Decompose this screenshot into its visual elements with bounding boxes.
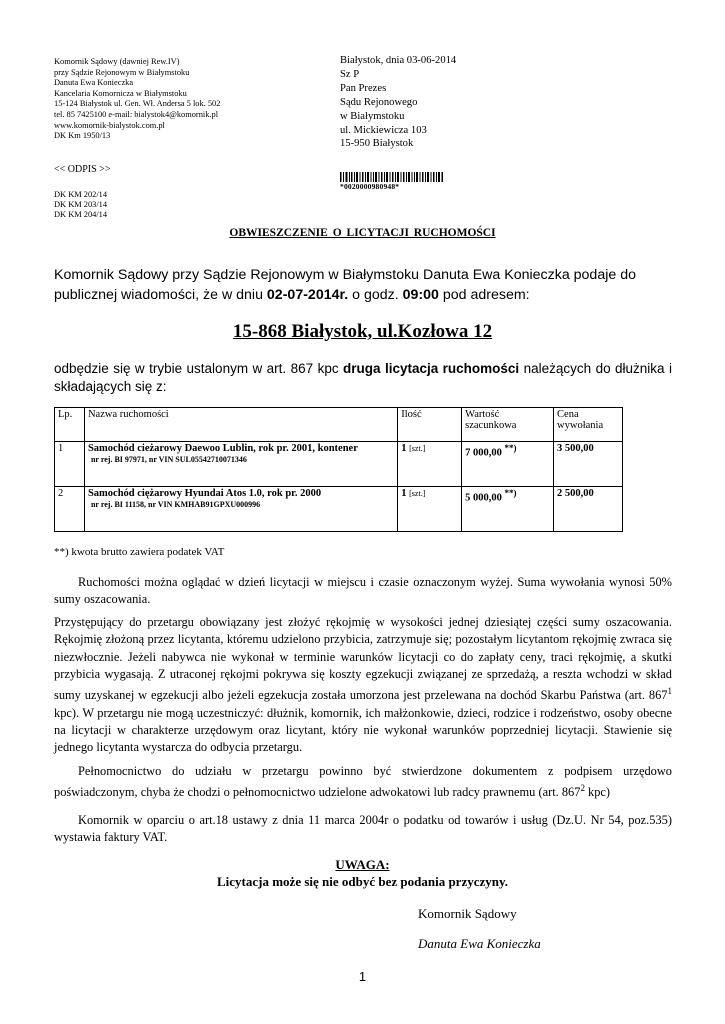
cell-qty [398,487,462,532]
recipient-line: Sz P [340,68,360,80]
copy-marker: << ODPIS >> [54,164,111,175]
cell-price [554,487,623,532]
paragraph-text: Pełnomocnictwo do udziału w przetargu powinno być stwierdzone dokumentem z podpisem urzędowo poświadczonym, chyba że chodzi o pełnomocnictwo udzielone adwokatowi lub radcy prawnemu (art. 867 [54,764,672,800]
superscript: 2 [580,783,585,794]
header-value-line: Wartość [465,409,500,420]
document-title: OBWIESZCZENIE O LICYTACJI RUCHOMOŚCI [229,227,496,239]
case-ref: DK KM 204/14 [54,210,108,220]
sender-block [54,57,220,142]
vat-invoice-paragraph: Komornik w oparciu o art.18 ustawy z dnia 11 marca 2004r o podatku od towarów i usług (Dz.U. Nr 54, poz.535) wystawia faktury VAT. [54,813,672,845]
header-price-line: wywołania [557,420,604,431]
vat-mark: **) [504,488,517,498]
intro-text: o godz. [348,286,403,303]
case-references [54,190,107,221]
item-registration: nr rej. BI 97971, nr VIN SUL05542710071346 [90,455,247,464]
intro-text: Komornik Sądowy przy Sądzie Rejonowym w Białymstoku Danuta Ewa Konieczka podaje do publicznej wiadomości, że w dniu [54,267,636,303]
superscript: 1 [667,686,672,697]
cell-lp: 2 [55,487,85,532]
item-price: 2 500,00 [557,488,594,499]
auction-address: 15-868 Białystok, ul.Kozłowa 12 [232,321,493,342]
item-value: 7 000,00 [465,447,502,459]
auction-mode-paragraph [54,360,672,395]
item-price: 3 500,00 [557,443,594,454]
case-ref: DK KM 202/14 [54,190,108,199]
case-ref: DK KM 203/14 [54,200,108,210]
signature-name: Danuta Ewa Konieczka [418,936,541,951]
paragraph-text: Przystępujący do przetargu obowiązany jest złożyć rękojmię w wysokości jednej dziesiątej części sumy oszacowania. Rękojmię złożoną przez licytanta, któremu udzielono przybicia, zatrzymuje się; pozostałym licytantom rękojmię zwraca się niezwłocznie. Jeżeli nabywca nie wykonał w terminie warunków licytacji co do zapłaty ceny, traci rękojmię, a skutki przybicia wygasają. Z utraconej rękojmi pokrywa się koszty egzekucji związanej ze sprzedażą, a reszta wchodzi w skład sumy uzyskanej w egzekucji albo jeżeli egzekucja została umorzona jest przelewana na dochód Skarbu Państwa (art. 867 [54,615,672,703]
cell-name [84,487,397,532]
warning-heading: UWAGA: [335,857,390,872]
sender-line: 15-124 Białystok ul. Gen. Wł. Andersa 5 lok. 502 [54,99,221,109]
cell-price [554,442,623,487]
recipient-line: Pan Prezes [340,82,387,94]
date-line: Białystok, dnia 03-06-2014 [340,55,457,66]
signature-role: Komornik Sądowy [418,906,517,921]
cell-qty [398,442,462,487]
item-name: Samochód ciężarowy Hyundai Atos 1.0, rok pr. 2000 [87,488,322,499]
auction-time: 09:00 [402,286,439,303]
header-value-line: szacunkowa [465,420,517,431]
sender-line: przy Sądzie Rejonowym w Białymstoku [54,67,190,77]
recipient-line: Sądu Rejonowego [340,96,418,108]
recipient-block [340,54,456,151]
item-registration: nr rej. BI 11158, nr VIN KMHAB91GPXU000996 [90,500,261,509]
vat-mark: **) [504,443,517,453]
cell-lp: 1 [55,442,85,487]
sender-line: Kancelaria Komornicza w Białymstoku [54,88,187,98]
sender-line: tel. 85 7425100 e-mail: bialystok4@komornik.pl [54,109,219,119]
sender-line: DK Km 1950/13 [54,131,111,141]
deposit-paragraph [54,614,672,757]
recipient-line: ul. Mickiewicza 103 [340,124,427,136]
paragraph-bold: druga licytacja ruchomości [343,361,520,376]
item-value: 5 000,00 [465,492,502,504]
paragraph-text: kpc). W przetargu nie mogą uczestniczyć: dłużnik, komornik, ich małżonkowie, dzieci, rodzice i rodzeństwo, osoby obecne na licytacji w charakterze urzędowym oraz licytant, który nie wykonał warunków poprzedniej licytacji. Stawienie się jednego licytanta wystarcza do odbycia przetargu. [54,705,672,755]
header-value [462,408,554,442]
item-name: Samochód cieżarowy Daewoo Lublin, rok pr. 2001, kontener [87,443,358,454]
recipient-line: 15-950 Białystok [340,138,414,150]
page-number: 1 [358,969,367,984]
intro-text: pod adresem: [438,286,530,303]
warning-text: Licytacja może się nie odbyć bez podania przyczyny. [216,874,509,889]
sender-line: www.komornik-bialystok.com.pl [54,120,165,130]
proxy-paragraph [54,763,672,802]
header-price [554,408,623,442]
paragraph-text: kpc) [584,785,611,800]
paragraph-text: odbędzie się w trybie ustalonym w art. 867 kpc [54,361,344,376]
item-qty: 1 [401,443,407,454]
paragraph-text: należących do dłużnika i składających się z: [54,361,672,394]
header-qty: Ilość [398,408,462,442]
item-unit: [szt.] [409,444,426,453]
viewing-paragraph: Ruchomości można oglądać w dzień licytacji w miejscu i czasie oznaczonym wyżej. Suma wywołania wynosi 50% sumy oszacowania. [54,575,672,607]
barcode-number: *0020000980948* [340,182,446,191]
vat-note: **) kwota brutto zawiera podatek VAT [54,546,225,558]
sender-line: Danuta Ewa Konieczka [54,78,134,88]
auction-date: 02-07-2014r. [266,286,349,303]
table-row [55,487,623,532]
header-name: Nazwa ruchomości [84,408,397,442]
intro-paragraph [54,266,672,305]
item-qty: 1 [401,488,407,499]
table-header-row [55,408,623,442]
header-lp: Lp. [55,408,85,442]
cell-value [462,442,554,487]
table-row [55,442,623,487]
item-unit: [szt.] [409,489,426,498]
cell-value [462,487,554,532]
recipient-line: w Białymstoku [340,110,405,122]
sender-line: Komornik Sądowy (dawniej Rew.IV) [54,57,180,66]
cell-name [84,442,397,487]
header-price-line: Cena [557,409,579,420]
items-table [54,407,623,532]
